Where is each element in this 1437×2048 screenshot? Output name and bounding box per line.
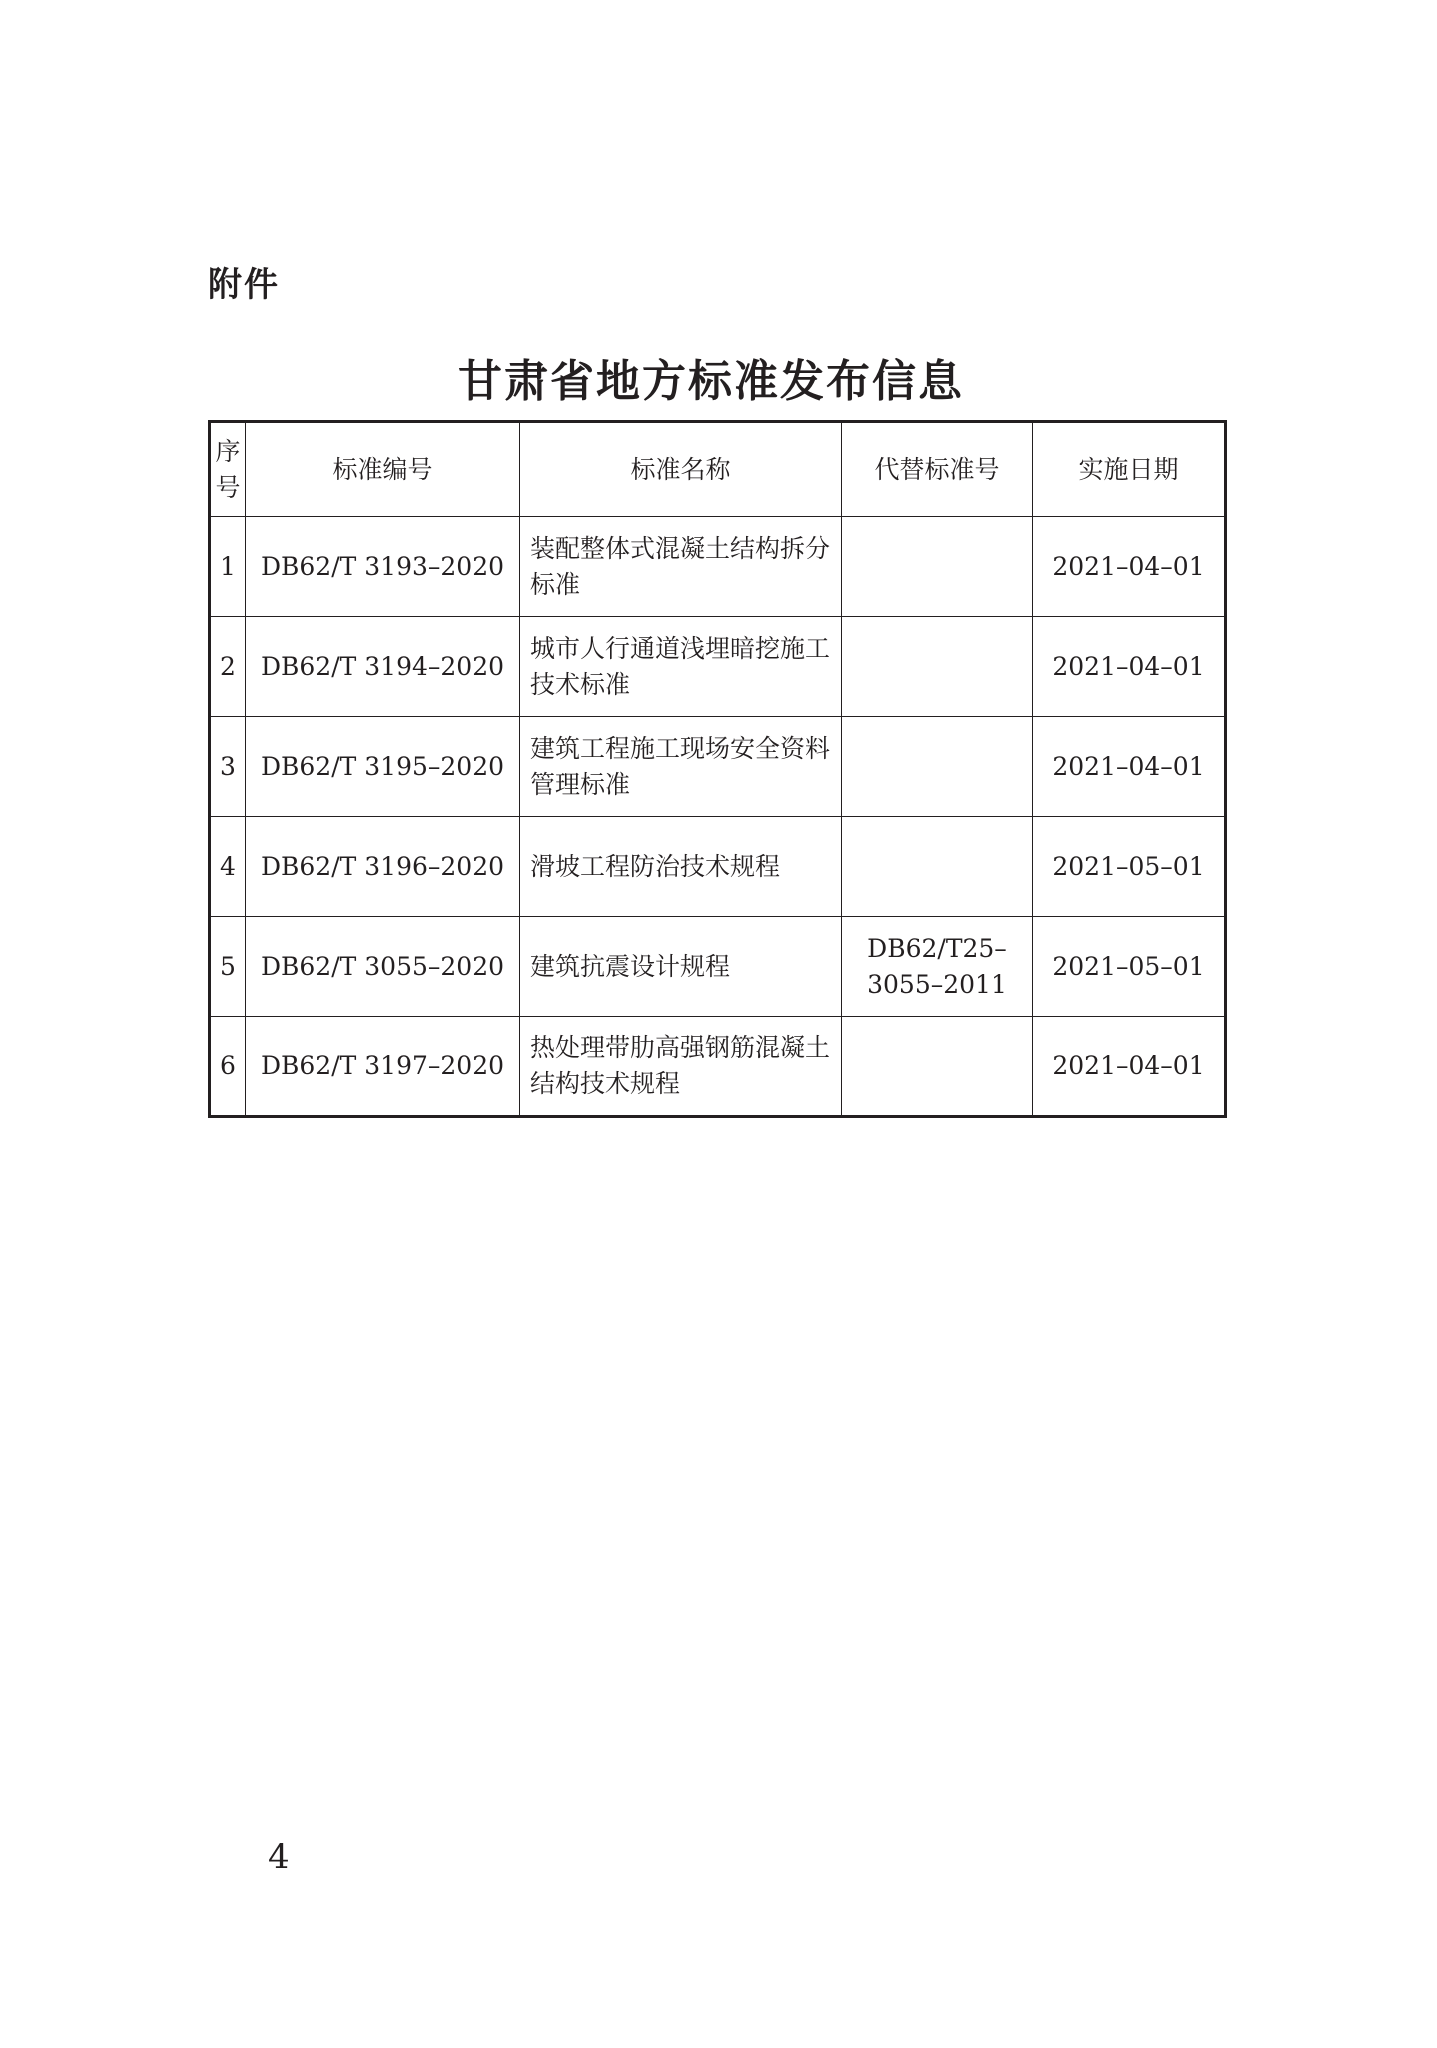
cell-name: 热处理带肋高强钢筋混凝土结构技术规程 [520, 1017, 842, 1117]
standards-table [208, 420, 1227, 1118]
cell-code: DB62/T 3193–2020 [246, 517, 520, 617]
cell-seq: 6 [210, 1017, 246, 1117]
table-row [210, 817, 1226, 917]
table-header-row [210, 422, 1226, 517]
cell-code: DB62/T 3055–2020 [246, 917, 520, 1017]
cell-name: 建筑抗震设计规程 [520, 917, 842, 1017]
cell-date: 2021–04–01 [1033, 617, 1226, 717]
header-replaces: 代替标准号 [842, 422, 1033, 517]
cell-replaces [842, 1017, 1033, 1117]
cell-seq: 2 [210, 617, 246, 717]
table-row [210, 917, 1226, 1017]
cell-replaces [842, 717, 1033, 817]
document-title: 甘肃省地方标准发布信息 [458, 356, 964, 407]
header-date: 实施日期 [1033, 422, 1226, 517]
cell-name: 城市人行通道浅埋暗挖施工技术标准 [520, 617, 842, 717]
attachment-label: 附件 [208, 265, 280, 305]
table-row [210, 517, 1226, 617]
cell-code: DB62/T 3195–2020 [246, 717, 520, 817]
header-name: 标准名称 [520, 422, 842, 517]
cell-seq: 5 [210, 917, 246, 1017]
cell-seq: 1 [210, 517, 246, 617]
header-seq: 序号 [210, 422, 246, 517]
cell-date: 2021–04–01 [1033, 517, 1226, 617]
cell-replaces [842, 617, 1033, 717]
cell-code: DB62/T 3194–2020 [246, 617, 520, 717]
cell-name: 建筑工程施工现场安全资料管理标准 [520, 717, 842, 817]
cell-code: DB62/T 3196–2020 [246, 817, 520, 917]
cell-replaces: DB62/T25–3055–2011 [842, 917, 1033, 1017]
table-row [210, 1017, 1226, 1117]
cell-name: 滑坡工程防治技术规程 [520, 817, 842, 917]
page-number: 4 [268, 1837, 290, 1877]
cell-date: 2021–05–01 [1033, 817, 1226, 917]
cell-date: 2021–04–01 [1033, 1017, 1226, 1117]
table-row [210, 717, 1226, 817]
header-code: 标准编号 [246, 422, 520, 517]
cell-date: 2021–05–01 [1033, 917, 1226, 1017]
cell-date: 2021–04–01 [1033, 717, 1226, 817]
table-row [210, 617, 1226, 717]
cell-seq: 4 [210, 817, 246, 917]
cell-replaces [842, 517, 1033, 617]
cell-seq: 3 [210, 717, 246, 817]
cell-name: 装配整体式混凝土结构拆分标准 [520, 517, 842, 617]
cell-replaces [842, 817, 1033, 917]
cell-code: DB62/T 3197–2020 [246, 1017, 520, 1117]
